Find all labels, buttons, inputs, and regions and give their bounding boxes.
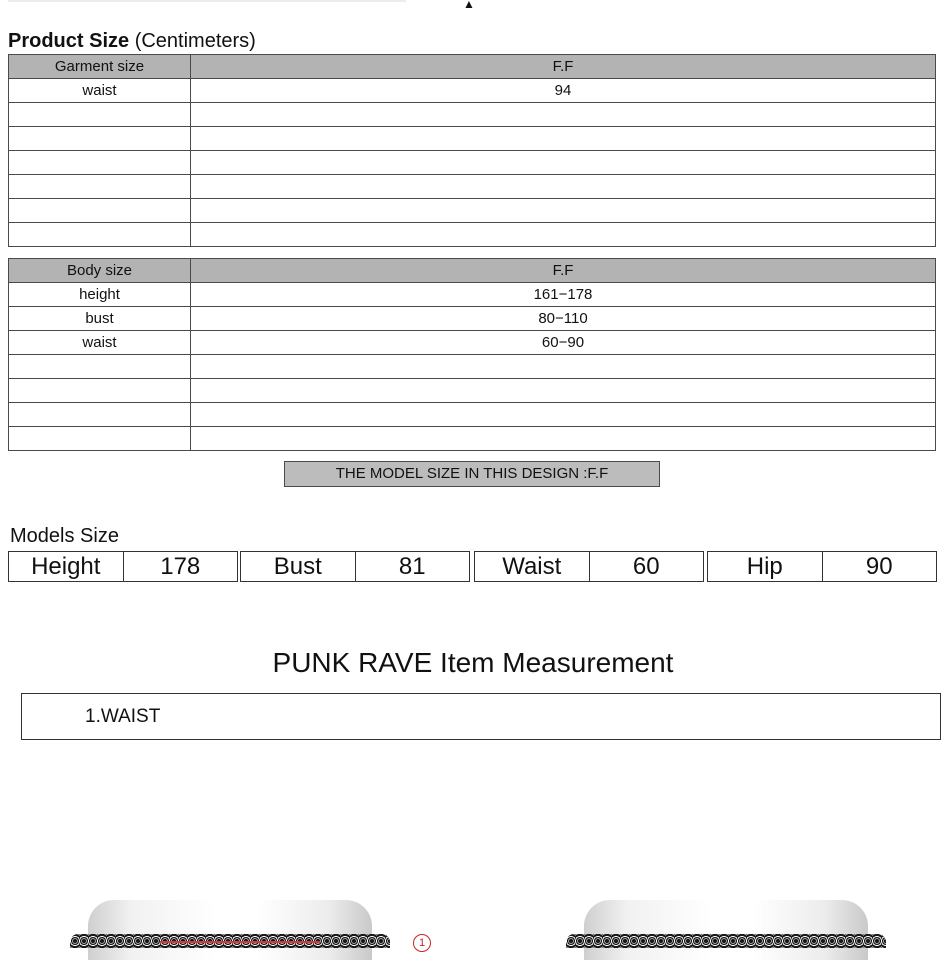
measure-marker-icon: 1 <box>413 934 431 952</box>
measure-label: Height <box>9 552 124 581</box>
row-value <box>191 403 936 427</box>
model-measure-bust <box>240 551 470 582</box>
row-value: 161−178 <box>191 283 936 307</box>
table-row <box>9 79 936 103</box>
row-label <box>9 427 191 451</box>
row-value: 80−110 <box>191 307 936 331</box>
row-value <box>191 127 936 151</box>
model-measure-waist <box>474 551 704 582</box>
row-label <box>9 403 191 427</box>
garment-size-table <box>8 54 936 247</box>
product-photo-front <box>70 896 426 949</box>
product-photo-back <box>566 896 886 946</box>
top-divider <box>8 0 406 2</box>
row-label <box>9 103 191 127</box>
row-label: height <box>9 283 191 307</box>
column-header: Garment size <box>9 55 191 79</box>
table-row <box>9 223 936 247</box>
measure-value: 90 <box>865 553 893 580</box>
measure-label: Waist <box>475 552 590 581</box>
product-size-title: Product Size <box>8 30 130 52</box>
table-row <box>9 331 936 355</box>
table-row <box>9 403 936 427</box>
product-size-heading <box>8 28 256 54</box>
measure-value: 81 <box>398 553 426 580</box>
row-value <box>191 103 936 127</box>
measure-label: Bust <box>241 552 356 581</box>
measure-value: 60 <box>632 553 660 580</box>
table-row <box>9 175 936 199</box>
table-row <box>9 427 936 451</box>
photo-body <box>584 900 868 960</box>
body-size-table <box>8 258 936 451</box>
product-size-unit: (Centimeters) <box>134 30 256 52</box>
row-value <box>191 355 936 379</box>
waist-measure-line <box>160 941 320 943</box>
row-label <box>9 151 191 175</box>
caret-up-icon: ▲ <box>463 0 475 11</box>
row-label <box>9 355 191 379</box>
measure-label: Hip <box>708 552 823 581</box>
table-row <box>9 379 936 403</box>
column-header: Body size <box>9 259 191 283</box>
row-value <box>191 175 936 199</box>
row-label <box>9 175 191 199</box>
measure-value: 178 <box>160 553 201 580</box>
row-value <box>191 223 936 247</box>
table-row <box>9 283 936 307</box>
row-label: waist <box>9 79 191 103</box>
row-label <box>9 379 191 403</box>
row-label <box>9 127 191 151</box>
row-value <box>191 151 936 175</box>
table-row <box>9 151 936 175</box>
model-measure-hip <box>707 551 937 582</box>
row-value <box>191 427 936 451</box>
models-size-title: Models Size <box>10 525 119 547</box>
row-label: waist <box>9 331 191 355</box>
row-value: 60−90 <box>191 331 936 355</box>
measurement-list <box>21 693 941 740</box>
table-row <box>9 103 936 127</box>
row-value <box>191 379 936 403</box>
row-label <box>9 199 191 223</box>
model-measure-height <box>8 551 238 582</box>
measurement-item: 1.WAIST <box>85 706 161 727</box>
table-row <box>9 199 936 223</box>
row-value <box>191 199 936 223</box>
row-label: bust <box>9 307 191 331</box>
photo-lace-trim <box>566 934 886 948</box>
measurement-title: PUNK RAVE Item Measurement <box>272 647 674 678</box>
table-header-row <box>9 259 936 283</box>
model-size-note: THE MODEL SIZE IN THIS DESIGN :F.F <box>284 461 660 487</box>
photo-body <box>88 900 372 960</box>
column-header: F.F <box>191 55 936 79</box>
table-row <box>9 307 936 331</box>
table-row <box>9 355 936 379</box>
row-value: 94 <box>191 79 936 103</box>
column-header: F.F <box>191 259 936 283</box>
table-row <box>9 127 936 151</box>
row-label <box>9 223 191 247</box>
table-header-row <box>9 55 936 79</box>
